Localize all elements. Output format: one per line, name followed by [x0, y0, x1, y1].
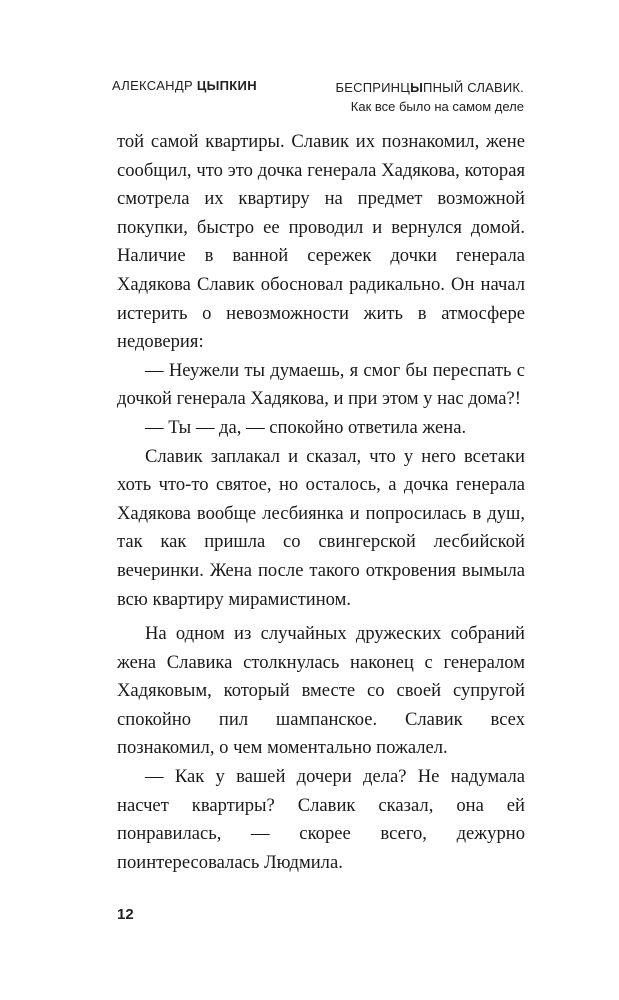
- paragraph: той самой квартиры. Славик их познакомил, жене сообщил, что это дочка генерала Хадякова, которая смотрела их квартиру на предмет возможной покупки, быстро ее проводил и вернулся домой. Наличие в ванной сережек дочки генерала Хадякова Славик обосновал радикально. Он начал истерить о невозможности жить в атмосфере недоверия:: [117, 131, 525, 353]
- header-author: [112, 78, 257, 93]
- book-title: [336, 78, 524, 97]
- body-text: [117, 128, 525, 877]
- book-title-part-1: БЕСПРИНЦ: [335, 80, 411, 95]
- header-book-title: [336, 78, 524, 116]
- book-subtitle: Как все было на самом деле: [350, 99, 524, 114]
- running-header: [112, 78, 524, 118]
- author-first-name: АЛЕКСАНДР: [112, 78, 197, 93]
- book-title-part-2: ПНЫЙ СЛАВИК.: [423, 80, 524, 95]
- book-title-bold-letter: Ы: [410, 80, 424, 95]
- paragraph: На одном из случайных дружеских собраний жена Славика столкнулась наконец с генералом Хадяковым, который вместе со своей супругой спокойно пил шампанское. Славик всех познакомил, о чем моментально пожалел.: [117, 623, 525, 759]
- paragraph: Славик заплакал и сказал, что у него всетаки хоть что-то святое, но осталось, а дочка генерала Хадякова вообще лесбиянка и попросилась в душ, так как пришла со свингерской лесбийской вечеринки. Жена после такого откровения вымыла всю квартиру мирамистином.: [117, 445, 525, 610]
- paragraph: — Как у вашей дочери дела? Не надумала насчет квартиры? Славик сказал, она ей понравилась, — скорее всего, дежурно поинтересовалась Людмила.: [117, 766, 525, 873]
- author-last-name: ЦЫПКИН: [196, 78, 257, 93]
- page-number: 12: [117, 906, 134, 923]
- paragraph: — Неужели ты думаешь, я смог бы переспать с дочкой генерала Хадякова, и при этом у нас дома?!: [117, 359, 525, 410]
- paragraph: — Ты — да, — спокойно ответила жена.: [145, 416, 467, 438]
